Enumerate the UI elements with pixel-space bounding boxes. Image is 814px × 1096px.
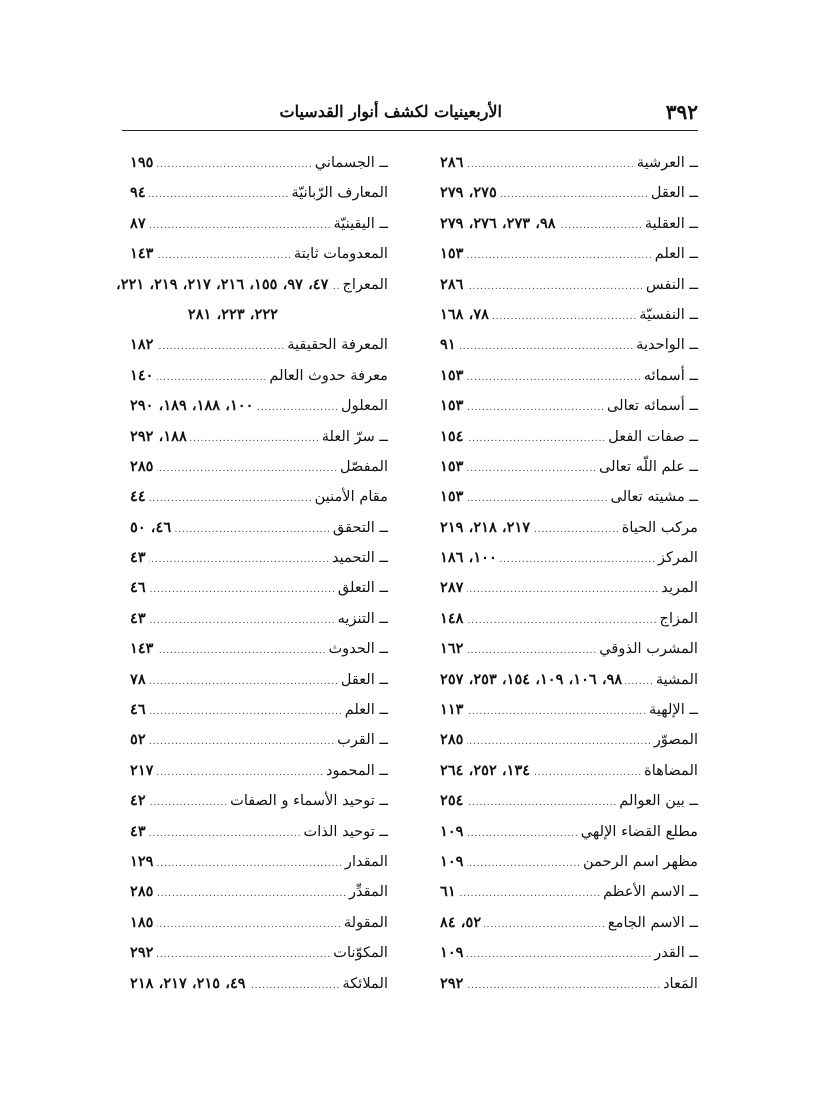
dot-leader [190, 422, 319, 454]
index-term: المقدار [344, 852, 388, 870]
index-page-refs: ١٥٣ [440, 488, 464, 506]
index-page-refs: ٤٣ [130, 549, 146, 567]
index-term: ــ التحقق [332, 518, 388, 536]
index-entry [440, 270, 698, 300]
index-term: ــ الجسماني [314, 154, 388, 171]
index-entry [130, 908, 388, 938]
index-term: مظهر اسم الرحمن [583, 852, 698, 870]
dot-leader [467, 422, 606, 454]
index-term: ــ النفسيّة [639, 305, 698, 323]
index-term: ــ العلم [654, 245, 698, 263]
dot-leader [157, 847, 342, 879]
running-title: الأربعينيات لكشف أنوار القدسيات [279, 102, 502, 121]
dot-leader [149, 209, 331, 241]
index-page-refs: ٥٢، ٨٤ [440, 913, 482, 931]
dot-leader [559, 209, 642, 241]
index-page-refs: ٢٧٥، ٢٧٩ [440, 184, 497, 202]
index-entry [440, 695, 698, 725]
index-term: ــ العلم [344, 701, 388, 719]
index-column-left [116, 148, 388, 999]
dot-leader [625, 665, 653, 697]
dot-leader [467, 361, 641, 393]
index-term: ــ اليقينيّة [333, 214, 388, 232]
dot-leader [467, 239, 652, 271]
index-entry [440, 786, 698, 816]
index-entry [440, 239, 698, 269]
index-page-refs: ٦١ [440, 883, 456, 901]
dot-leader [249, 969, 340, 1001]
index-entry [440, 452, 698, 482]
index-page-refs: ١٥٣ [440, 397, 464, 415]
index-entry [130, 513, 388, 543]
index-term: ــ صفات الفعل [608, 427, 698, 445]
index-page-refs: ٢١٧ [130, 761, 154, 779]
dot-leader [533, 513, 619, 545]
dot-leader [500, 178, 648, 210]
index-term: ــ توحيد الأسماء و الصفات [230, 792, 388, 810]
index-page-refs: ٧٨، ١٦٨ [440, 305, 489, 323]
index-term: ــ العقلية [644, 214, 698, 232]
index-page-refs: ٤٣ [130, 822, 146, 840]
index-page-refs: ١٢٩ [130, 852, 154, 870]
dot-leader [533, 756, 641, 788]
index-page-refs: ٩٤ [130, 184, 146, 202]
index-entry [440, 422, 698, 452]
index-page-refs: ١٤٨ [440, 609, 464, 627]
index-entry [440, 969, 698, 999]
dot-leader [149, 482, 312, 514]
dot-leader [467, 786, 617, 818]
index-term: المشية [655, 670, 698, 688]
index-page-refs: ١٠٠، ١٨٦ [440, 549, 497, 567]
index-page-refs: ١٨٢ [130, 336, 154, 354]
index-page-refs: ٤٦ [130, 701, 146, 719]
index-entry [130, 543, 388, 573]
index-page-refs: ٩٨، ٢٧٣، ٢٧٦، ٢٧٩ [440, 214, 556, 232]
dot-leader [149, 817, 301, 849]
index-term: ــ بين العوالم [619, 792, 698, 810]
dot-leader [149, 178, 289, 210]
index-page-refs: ٤٧، ٩٧، ١٥٥، ٢١٦، ٢١٧، ٢١٩، ٢٢١، [116, 275, 329, 293]
dot-leader [467, 573, 659, 605]
index-page-refs: ١٣٤، ٢٥٢، ٢٦٤ [440, 761, 531, 779]
dot-leader [459, 330, 633, 362]
dot-leader [467, 725, 651, 757]
index-term: ــ توحيد الذات [303, 822, 388, 840]
dot-leader [467, 817, 578, 849]
index-entry [130, 756, 388, 786]
index-entry [440, 391, 698, 421]
index-term: ــ العقل [340, 670, 388, 688]
index-entry [130, 786, 388, 816]
index-entry [440, 938, 698, 968]
index-page-refs: ١٥٤ [440, 427, 464, 445]
index-page-refs: ٤٦، ٥٠ [130, 518, 172, 536]
index-page-refs: ١٥٣ [440, 245, 464, 263]
index-term: ــ مشيته تعالى [610, 488, 698, 506]
index-term: المريد [661, 579, 698, 597]
index-term: ــ سرّ العلة [321, 427, 388, 445]
index-term: المعارف الرّبانيّة [291, 184, 388, 202]
index-term: ــ التنزيه [337, 609, 388, 627]
dot-leader [149, 725, 334, 757]
index-term: ــ الاسم الجامع [607, 913, 698, 931]
page-header [122, 96, 698, 131]
dot-leader [157, 908, 341, 940]
dot-leader [157, 877, 346, 909]
index-page-refs: ٨٧ [130, 214, 146, 232]
index-page-refs: ١٤٣ [130, 245, 154, 263]
index-page-refs: ١٤٣ [130, 640, 154, 658]
index-term: المضاهاة [644, 761, 698, 779]
dot-leader [149, 573, 335, 605]
index-page-refs: ٢٩٢ [440, 974, 464, 992]
index-entry [440, 725, 698, 755]
index-entry [440, 482, 698, 512]
index-term: المفصّل [339, 457, 388, 475]
dot-leader [149, 543, 329, 575]
dot-leader [467, 604, 657, 636]
index-term: المعراج [342, 275, 388, 293]
index-term: مركب الحياة [621, 518, 698, 536]
index-page-refs: ١٠٩ [440, 822, 464, 840]
index-entry [130, 452, 388, 482]
index-entry [130, 969, 388, 999]
index-term: الملائكة [342, 974, 388, 992]
index-entry [440, 148, 698, 178]
index-term: مقام الأمنين [314, 488, 388, 506]
index-page-refs: ١٨٥ [130, 913, 154, 931]
dot-leader [157, 361, 267, 393]
index-entry [130, 391, 388, 421]
dot-leader [467, 969, 661, 1001]
index-entry [440, 300, 698, 330]
index-entry [440, 178, 698, 208]
index-term: المقدِّر [348, 883, 388, 901]
index-entry [440, 877, 698, 907]
index-term: المقولة [343, 913, 388, 931]
dot-leader [484, 908, 605, 940]
index-term: المصوّر [653, 731, 698, 749]
dot-leader [459, 877, 600, 909]
dot-leader [256, 391, 338, 423]
index-page-refs: ٢٩٢ [130, 944, 154, 962]
index-page-refs: ٧٨ [130, 670, 146, 688]
index-page-refs: ٢١٧، ٢١٨، ٢١٩ [440, 518, 531, 536]
index-term: ــ العرشية [636, 154, 698, 171]
index-term: ــ الواحدية [636, 336, 698, 354]
dot-leader [157, 330, 285, 362]
index-entry [130, 361, 388, 391]
dot-leader [157, 452, 337, 484]
index-term: ــ أسمائه تعالى [606, 397, 698, 415]
index-term: ــ الاسم الأعظم [603, 883, 698, 901]
index-term: المشرب الذوقي [599, 640, 698, 658]
index-term: المكوّنات [333, 944, 388, 962]
index-page-refs: ٢٨٦ [440, 275, 464, 293]
dot-leader [149, 604, 335, 636]
index-entry [130, 482, 388, 512]
dot-leader [157, 148, 312, 180]
index-entry [130, 817, 388, 847]
index-page-refs: ٢٨٧ [440, 579, 464, 597]
index-page-refs: ١٠٩ [440, 944, 464, 962]
index-page-refs: ١٥٣ [440, 457, 464, 475]
dot-leader [157, 634, 326, 666]
index-page-refs: ٤٩، ٢١٥، ٢١٧، ٢١٨ [130, 974, 246, 992]
index-page-refs: ٥٢ [130, 731, 146, 749]
dot-leader [149, 695, 342, 727]
index-entry [130, 938, 388, 968]
index-entry [130, 634, 388, 664]
index-entry [130, 573, 388, 603]
index-term: مطلع القضاء الإلهي [580, 822, 698, 840]
index-page-refs: ٢٨٥ [440, 731, 464, 749]
index-term: ــ المحمود [325, 761, 388, 779]
index-page-refs: ١٨٨، ٢٩٢ [130, 427, 187, 445]
dot-leader [492, 300, 636, 332]
index-entry [440, 543, 698, 573]
index-page-refs: ٢٥٤ [440, 792, 464, 810]
dot-leader [467, 148, 634, 180]
index-term: ــ التعلق [337, 579, 388, 597]
index-entry [440, 604, 698, 634]
index-entry [440, 573, 698, 603]
index-term: ــ أسمائه [643, 366, 698, 384]
dot-leader [157, 938, 331, 970]
index-page-refs: ٢٨٥ [130, 457, 154, 475]
index-entry [440, 634, 698, 664]
dot-leader [157, 756, 323, 788]
index-entry [130, 847, 388, 877]
index-column-right [440, 148, 698, 999]
index-entry [130, 695, 388, 725]
dot-leader [467, 482, 608, 514]
dot-leader [149, 665, 338, 697]
index-page-refs: ١٦٢ [440, 640, 464, 658]
index-entry [130, 665, 388, 695]
dot-leader [149, 786, 227, 818]
index-page-refs: ١٠٠، ١٨٨، ١٨٩، ٢٩٠ [130, 397, 254, 415]
index-entry [130, 209, 388, 239]
dot-leader [467, 695, 647, 727]
index-term: المركز [658, 549, 698, 567]
index-term: ــ علم اللّه تعالى [598, 457, 698, 475]
index-page-refs: ١٥٣ [440, 366, 464, 384]
dot-leader [467, 270, 643, 302]
index-term: ــ الحدوث [328, 640, 388, 658]
index-entry [130, 239, 388, 269]
index-page-refs: ٩١ [440, 336, 456, 354]
index-entry [440, 513, 698, 543]
index-term: المعدومات ثابتة [293, 245, 388, 263]
index-page-refs: ٤٤ [130, 488, 146, 506]
index-entry [440, 330, 698, 360]
index-entry [130, 330, 388, 360]
index-entry-continuation: ٢٢٢، ٢٢٣، ٢٨١ [187, 305, 278, 323]
dot-leader [157, 239, 291, 271]
index-term: ــ العقل [650, 184, 698, 202]
index-entry [440, 847, 698, 877]
index-page-refs: ٩٨، ١٠٦، ١٠٩، ١٥٤، ٢٥٣، ٢٥٧ [440, 670, 623, 688]
index-term: ــ الإلهية [649, 701, 698, 719]
index-page-refs: ١٩٥ [130, 154, 154, 171]
index-page-refs: ١٠٩ [440, 852, 464, 870]
index-term: المزاج [659, 609, 698, 627]
index-page-refs: ٤٣ [130, 609, 146, 627]
index-entry [130, 877, 388, 907]
dot-leader [331, 270, 339, 302]
index-entry [130, 422, 388, 452]
index-term: ــ التحميد [331, 549, 388, 567]
index-term: معرفة حدوث العالم [269, 366, 388, 384]
dot-leader [467, 634, 597, 666]
index-entry [440, 361, 698, 391]
index-entry [116, 270, 388, 300]
index-term: المعلول [341, 397, 388, 415]
index-entry [130, 178, 388, 208]
index-page-refs: ٢٨٦ [440, 154, 464, 171]
dot-leader [500, 543, 655, 575]
index-term: ــ القدر [654, 944, 698, 962]
index-entry [130, 604, 388, 634]
index-entry [440, 817, 698, 847]
index-page-refs: ١١٣ [440, 701, 464, 719]
dot-leader [467, 391, 604, 423]
index-page-refs: ٢٨٥ [130, 883, 154, 901]
dot-leader [174, 513, 330, 545]
index-entry [440, 756, 698, 786]
index-entry [130, 725, 388, 755]
index-term: المَعاد [663, 974, 698, 992]
index-term: ــ النفس [645, 275, 698, 293]
index-entry [130, 148, 388, 178]
dot-leader [467, 938, 652, 970]
index-page-refs: ٤٦ [130, 579, 146, 597]
index-entry [440, 665, 698, 695]
index-term: المعرفة الحقيقية [287, 336, 388, 354]
index-page-refs: ٤٢ [130, 792, 146, 810]
index-entry [440, 908, 698, 938]
dot-leader [467, 847, 581, 879]
dot-leader [467, 452, 596, 484]
index-term: ــ القرب [337, 731, 388, 749]
index-entry [440, 209, 698, 239]
index-page-refs: ١٤٠ [130, 366, 154, 384]
page-number: ٣٩٢ [665, 100, 698, 124]
